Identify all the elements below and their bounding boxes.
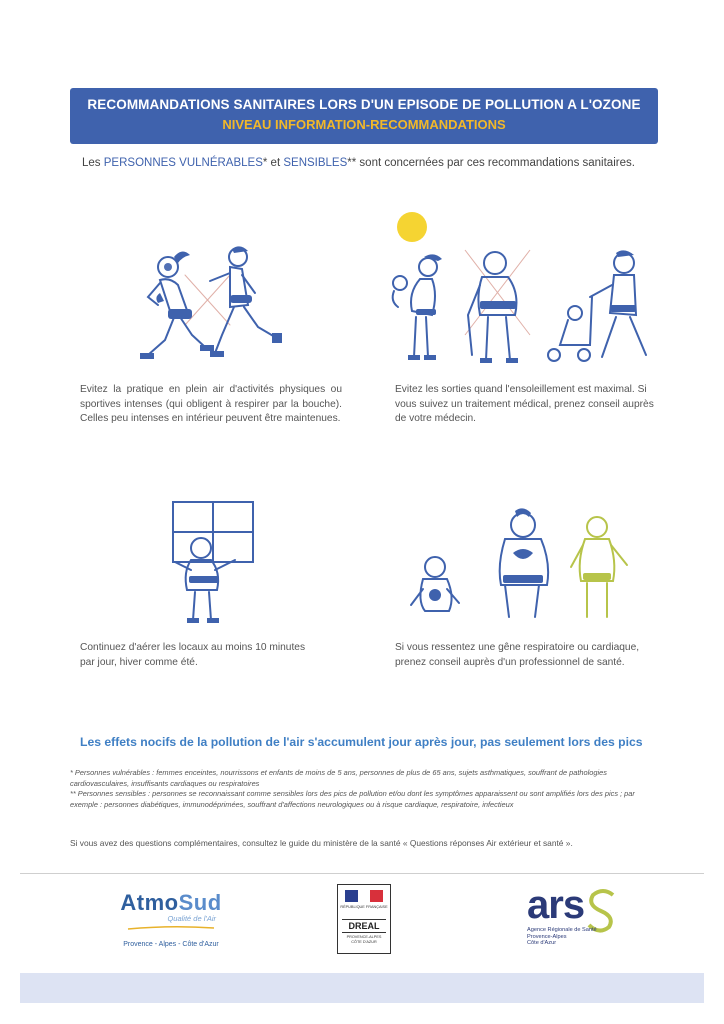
running-people-icon: [130, 235, 300, 365]
footnote-vulnerable: * Personnes vulnérables : femmes enceintes, nourrissons et enfants de moins de 5 ans, personnes de plus de 65 ans, sujets asthmatiques, souffrant de pathologies cardiovasculaires, insuffisants cardiaques ou respiratoires: [70, 768, 607, 788]
dreal-name: DREAL: [342, 919, 386, 933]
atmosud-logo: [112, 890, 230, 946]
tagline: Les effets nocifs de la pollution de l'air s'accumulent jour après jour, pas seulement lors des pics: [80, 735, 643, 749]
intro-suffix: ** sont concernées par ces recommandations sanitaires.: [347, 157, 635, 169]
dreal-sub: [338, 935, 390, 944]
dreal-sub2: CÔTE D'AZUR: [351, 939, 377, 944]
dreal-republic: RÉPUBLIQUE FRANÇAISE: [340, 905, 388, 909]
atmosud-swoosh-icon: [126, 925, 216, 931]
banner-subtitle: NIVEAU INFORMATION-RECOMMANDATIONS: [222, 117, 506, 132]
recommendation-4-caption: Si vous ressentez une gêne respiratoire ou cardiaque, prenez conseil auprès d'un professionnel de santé.: [395, 642, 640, 668]
intro-mid: * et: [262, 157, 284, 169]
ars-line3: Côte d'Azur: [527, 940, 557, 946]
atmosud-name-b: Sud: [178, 890, 222, 915]
intro-text: [82, 157, 635, 169]
intro-prefix: Les: [82, 157, 104, 169]
footer-band: [20, 973, 704, 1003]
intro-sensitive: SENSIBLES: [283, 157, 348, 169]
ars-letters: ars: [527, 883, 585, 927]
title-banner: [70, 88, 658, 144]
intro-vulnerable: PERSONNES VULNÉRABLES: [103, 157, 263, 169]
footnotes: [70, 768, 655, 810]
banner-title: RECOMMANDATIONS SANITAIRES LORS D'UN EPISODE DE POLLUTION A L'OZONE: [87, 97, 641, 112]
guide-note: Si vous avez des questions complémentaires, consultez le guide du ministère de la santé « Questions réponses Air extérieur et santé ».: [70, 838, 573, 848]
atmosud-tag: Qualité de l'Air: [167, 914, 216, 923]
ars-logo: [527, 883, 637, 948]
dreal-sub1: PROVENCE-ALPES: [346, 935, 382, 939]
sun-vulnerable-people-icon: [380, 205, 670, 370]
divider: [20, 873, 704, 874]
ars-sub: [527, 927, 597, 947]
atmosud-regions: Provence - Alpes - Côte d'Azur: [123, 941, 219, 948]
recommendation-1-caption: Evitez la pratique en plein air d'activités physiques ou sportives intenses (qui obligent à respirer par la bouche). Celles peu intenses en intérieur peuvent être maintenues.: [80, 384, 342, 424]
french-flag-icon: [345, 890, 383, 902]
open-window-icon: [165, 500, 265, 625]
ars-line1: Agence Régionale de Santé: [527, 927, 597, 933]
ars-line2: Provence-Alpes: [527, 933, 567, 940]
recommendation-2-caption: Evitez les sorties quand l'ensoleillement est maximal. Si vous suivez un traitement médical, prenez conseil auprès de votre médecin.: [395, 384, 654, 424]
atmosud-name-a: Atmo: [120, 890, 179, 915]
dreal-logo: [337, 884, 391, 954]
respiratory-discomfort-icon: [405, 505, 645, 625]
recommendation-3-caption: Continuez d'aérer les locaux au moins 10 minutes par jour, hiver comme été.: [80, 642, 306, 668]
footnote-sensitive: ** Personnes sensibles : personnes se reconnaissant comme sensibles lors des pics de pollution et/ou dont les symptômes apparaissent ou sont amplifiés lors des pics ; par exemple : personnes diabétiques, immunodéprimées, souffrant d'affections neurologiques ou à risque cardiaque, respiratoire, infectieux: [70, 789, 635, 809]
